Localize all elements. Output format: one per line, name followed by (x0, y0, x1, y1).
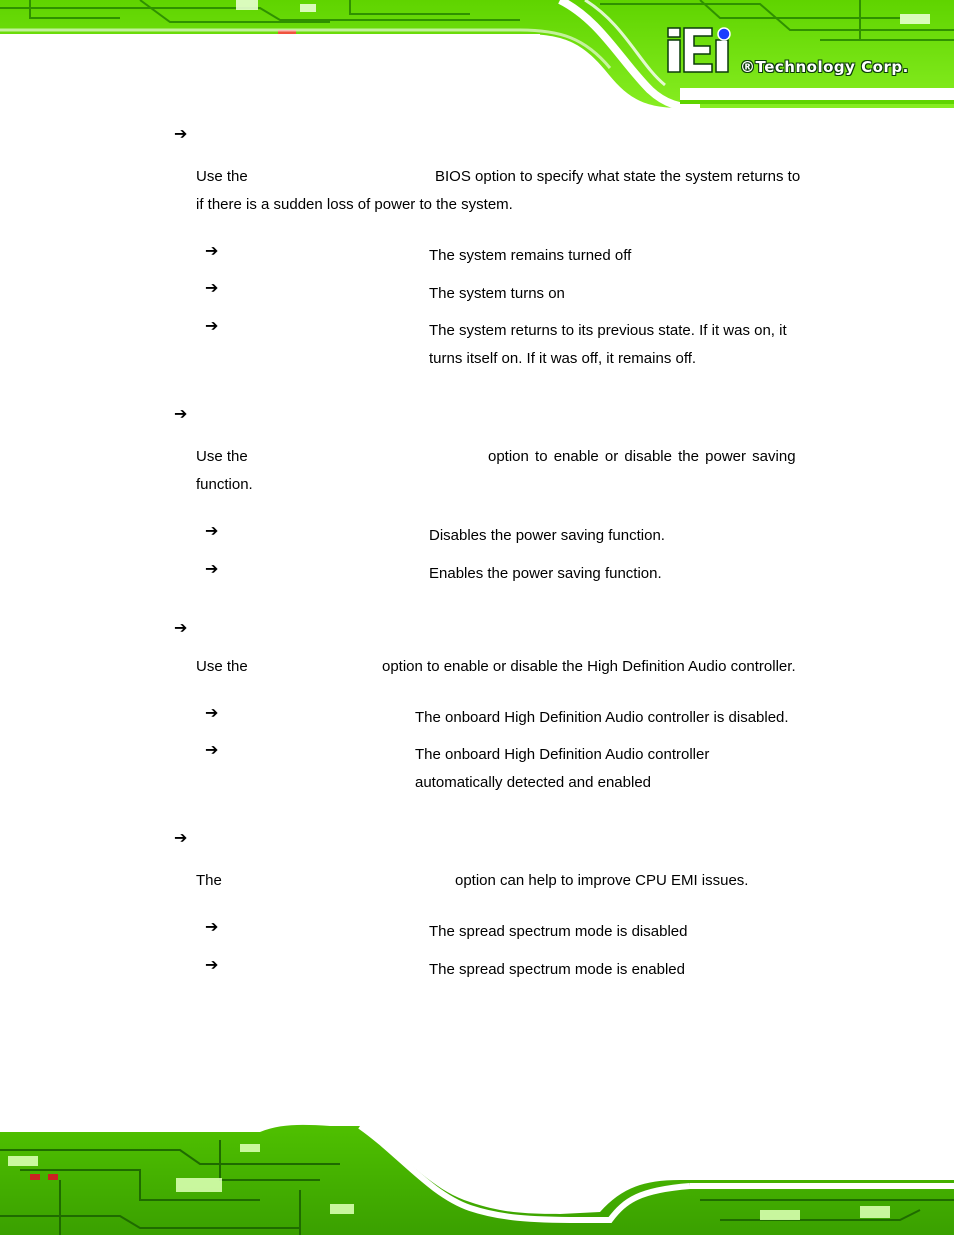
section-1-description-end: BIOS option to specify what state the system returns to (435, 168, 801, 185)
section-2-option-1-desc: Disables the power saving function. (429, 527, 665, 544)
brand-name: ®Technology Corp. (740, 58, 909, 76)
section-2-description-start: Use the (196, 448, 248, 465)
section-3-option-1-desc: The onboard High Definition Audio controller is disabled. (415, 709, 789, 726)
section-3-option-2-desc-line2: automatically detected and enabled (415, 774, 652, 791)
section-1-option-2-desc: The system turns on (429, 285, 565, 302)
right-arrow-icon: ➔ (205, 521, 219, 540)
section-2-description-end: option to enable or disable the power saving (488, 448, 796, 465)
right-arrow-icon: ➔ (174, 404, 188, 423)
right-arrow-icon: ➔ (205, 241, 219, 260)
section-3-description-end: option to enable or disable the High Definition Audio controller. (382, 658, 796, 675)
right-arrow-icon: ➔ (205, 917, 219, 936)
section-1-option-3-desc-line2: turns itself on. If it was off, it remains off. (429, 350, 697, 367)
right-arrow-icon: ➔ (205, 278, 219, 297)
section-4-description-start: The (196, 872, 222, 889)
section-4-option-1-desc: The spread spectrum mode is disabled (429, 923, 688, 940)
right-arrow-icon: ➔ (205, 955, 219, 974)
section-3-description-start: Use the (196, 658, 248, 675)
right-arrow-icon: ➔ (205, 703, 219, 722)
section-3-option-2-desc: The onboard High Definition Audio controller (415, 746, 710, 763)
section-2-description-line2: function. (196, 476, 253, 493)
right-arrow-icon: ➔ (174, 828, 188, 847)
right-arrow-icon: ➔ (205, 316, 219, 335)
section-4-option-2-desc: The spread spectrum mode is enabled (429, 961, 685, 978)
iei-logo (666, 26, 736, 76)
section-2-option-2-desc: Enables the power saving function. (429, 565, 662, 582)
section-1-option-1-desc: The system remains turned off (429, 247, 632, 264)
header-circuit-banner (0, 0, 954, 112)
right-arrow-icon: ➔ (205, 740, 219, 759)
right-arrow-icon: ➔ (174, 618, 188, 637)
footer-circuit-banner (0, 1120, 954, 1235)
right-arrow-icon: ➔ (174, 124, 188, 143)
section-1-option-3-desc: The system returns to its previous state. If it was on, it (429, 322, 787, 339)
section-4-description-end: option can help to improve CPU EMI issues. (455, 872, 749, 889)
right-arrow-icon: ➔ (205, 559, 219, 578)
section-1-description-start: Use the (196, 168, 248, 185)
section-1-description-line2: if there is a sudden loss of power to the system. (196, 196, 513, 213)
